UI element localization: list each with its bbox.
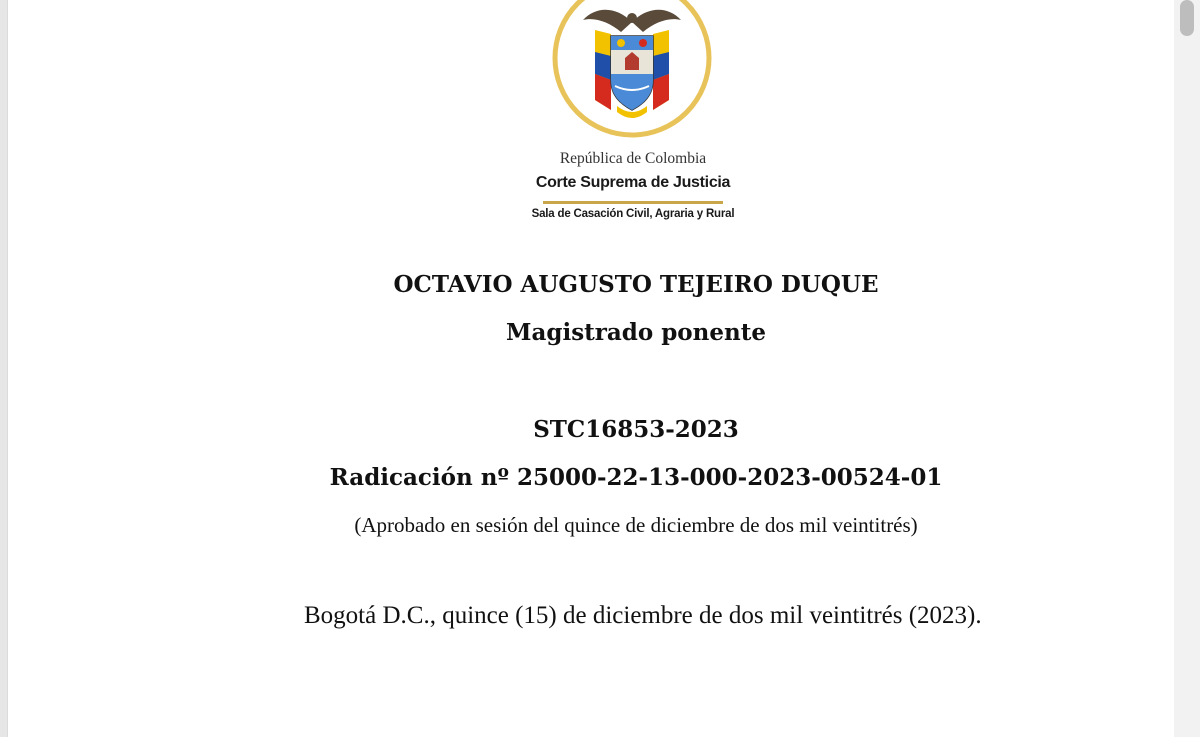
approval-note: (Aprobado en sesión del quince de diciembre de dos mil veintitrés) (354, 513, 918, 537)
date-paragraph-text: Bogotá D.C., quince (15) de diciembre de dos mil veintitrés (2023). (304, 602, 982, 629)
judge-role: Magistrado ponente (506, 319, 766, 346)
court-name: Corte Suprema de Justicia (535, 174, 731, 191)
document-page (8, 0, 1174, 737)
header-divider (543, 201, 723, 204)
ruling-id: STC16853-2023 (533, 416, 739, 443)
scrollbar-thumb[interactable] (1180, 0, 1194, 36)
filing-number: Radicación nº 25000-22-13-000-2023-00524-01 (329, 464, 943, 491)
date-paragraph (235, 597, 1036, 635)
vertical-scrollbar[interactable] (1174, 0, 1200, 737)
judge-name: OCTAVIO AUGUSTO TEJEIRO DUQUE (393, 271, 879, 298)
chamber-name: Sala de Casación Civil, Agraria y Rural (531, 208, 735, 220)
republic-label: República de Colombia (559, 150, 707, 167)
coat-of-arms-seal-icon (551, 0, 713, 140)
